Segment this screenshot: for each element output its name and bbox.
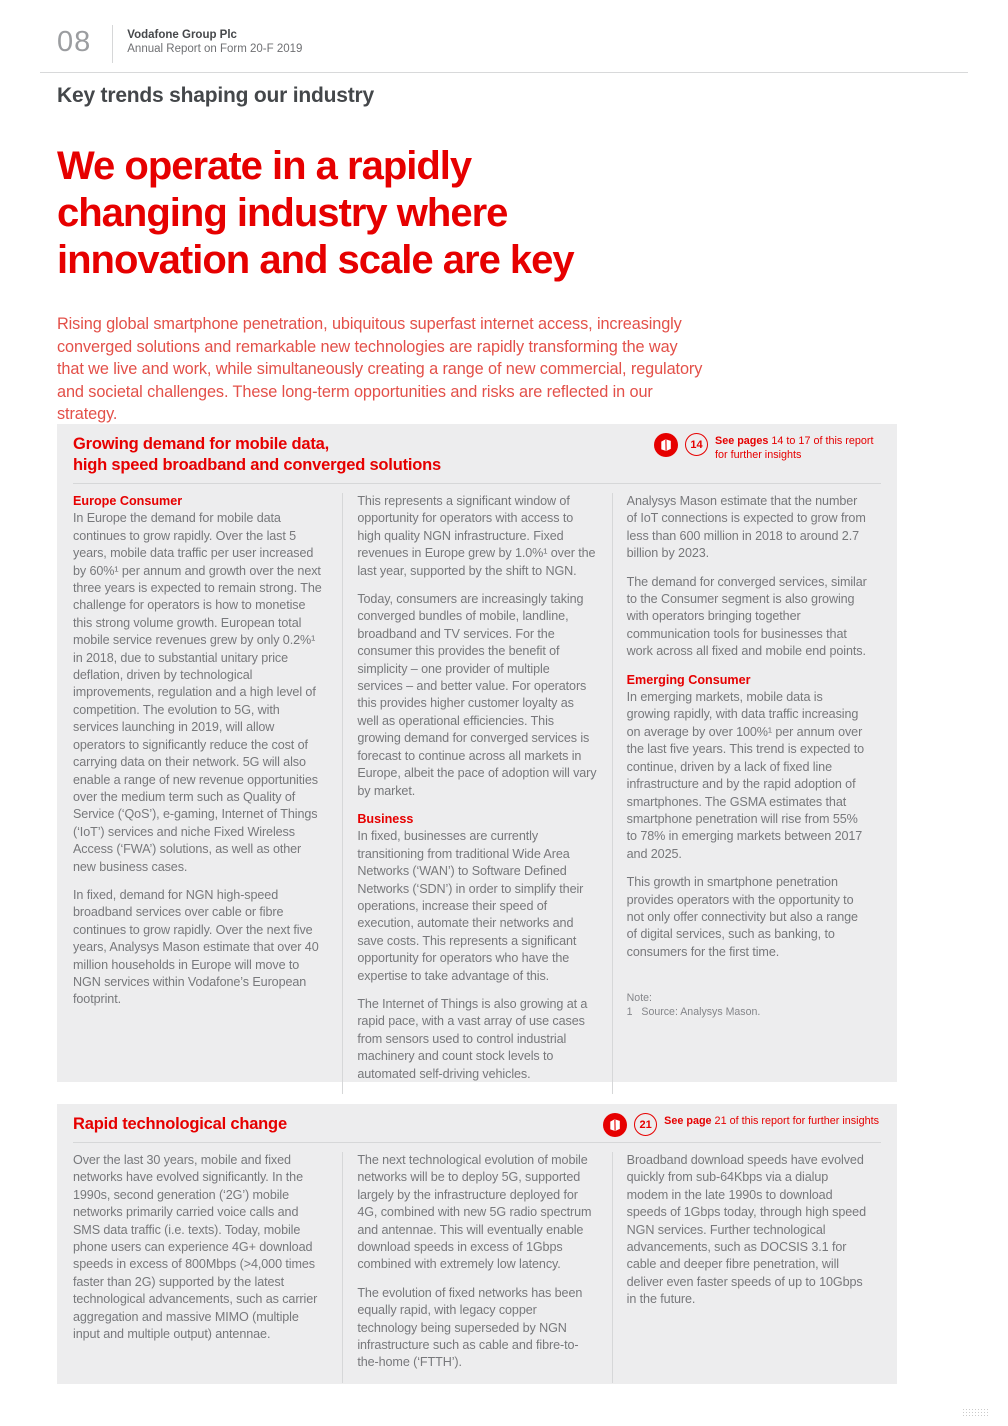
report-title: Annual Report on Form 20-F 2019: [127, 43, 303, 55]
see-reference: [654, 433, 879, 462]
header-divider: [112, 25, 113, 63]
column-3: [612, 1152, 881, 1383]
paragraph: The demand for converged services, similar to the Consumer segment is also growing with operators bringing together communication tools for businesses that work across all fixed and mobile end points.: [626, 574, 867, 659]
page-badge: 21: [634, 1113, 657, 1136]
headline: [57, 143, 574, 284]
paragraph: In fixed, businesses are currently transitioning from traditional Wide Area Networks (‘WAN’) to Software Defined Networks (‘SDN’) in order to simplify their operations, increase their speed of execution, automate their networks and save costs. This represents a significant opportunity for operators who have the expertise to take advantage of this.: [357, 829, 584, 983]
subheading: Emerging Consumer: [626, 672, 751, 687]
paragraph: The next technological evolution of mobile networks will be to deploy 5G, supported largely by the infrastructure deployed for 4G, combined with new 5G radio spectrum and antennae. This will eventually enable download speeds in excess of 1Gbps combined with extremely low latency.: [357, 1153, 592, 1272]
subheading: Europe Consumer: [73, 494, 183, 508]
page-number: 08: [57, 26, 92, 58]
box-columns: [73, 484, 881, 1094]
footnote: Note: 1 Source: Analysys Mason.: [626, 992, 761, 1018]
paragraph: In Europe the demand for mobile data continues to grow rapidly. Over the last 5 years, mobile data traffic per user increased by 60%¹ per annum and growth over the next three years is expected to remain strong. The challenge for operators is how to monetise this strong volume growth. European total mobile service revenues grew by only 0.2%¹ in 2018, due to substantial unitary price deflation, driven by technological improvements, regulation and a high level of competition. The evolution to 5G, with services launching in 2019, will allow operators to significantly reduce the cost of carrying data on their network. 5G will also enable a range of new revenue opportunities over the medium term such as Quality of Service (‘QoS’), e-gaming, Internet of Things (‘IoT’) services and niche Fixed Wireless Access (‘FWA’) solutions, as well as other new business cases.: [73, 511, 322, 874]
column-1: [73, 1152, 342, 1383]
box-header: [73, 1104, 881, 1142]
column-1: [73, 493, 342, 1094]
page-badge: 14: [685, 433, 708, 456]
box-title: Rapid technological change: [73, 1115, 287, 1133]
report-icon: [654, 433, 678, 457]
paragraph: This growth in smartphone penetration provides operators with the opportunity to not only offer connectivity but also a range of digital services, such as banking, to consumers for the first time.: [626, 875, 858, 959]
trend-box-mobile-data: [57, 424, 897, 1082]
page-header: [57, 25, 302, 63]
headline-line: changing industry where: [57, 191, 508, 235]
see-reference-text: See pages 14 to 17 of this report for further insights: [715, 435, 874, 461]
box-title: Growing demand for mobile data, high speed broadband and converged solutions: [73, 435, 441, 474]
column-2: [342, 1152, 611, 1383]
paragraph: Today, consumers are increasingly taking converged bundles of mobile, landline, broadband and TV services. For the consumer this provides the benefit of simplicity – one provider of multiple services – and better value. For operators this provides higher customer loyalty as well as operational efficiencies. This growing demand for converged services is forecast to continue across all markets in Europe, albeit the pace of adoption will vary by market.: [357, 592, 597, 798]
paragraph: In fixed, demand for NGN high-speed broadband services over cable or fibre continues to grow rapidly. Over the next five years, Analysys Mason estimate that over 40 million households in Europe will move to NGN services within Vodafone’s European footprint.: [73, 887, 319, 1007]
intro-paragraph: Rising global smartphone penetration, ubiquitous superfast internet access, increasingly converged solutions and remarkable new technologies are rapidly transforming the way that we live and work, while simultaneously creating a range of new commercial, regulatory and societal challenges. These long-term opportunities and risks are reflected in our strategy.: [57, 315, 703, 423]
column-2: [342, 493, 611, 1094]
box-header: [73, 424, 881, 483]
see-reference: [603, 1113, 879, 1137]
paragraph: In emerging markets, mobile data is growing rapidly, with data traffic increasing on average by over 100%¹ per annum over the last five years. This trend is expected to continue, driven by a lack of fixed line infrastructure and by the rapid adoption of smartphones. The GSMA estimates that smartphone penetration will rise from 55% to 78% in emerging markets between 2017 and 2025.: [626, 690, 865, 861]
header-meta: [127, 25, 302, 56]
column-3: [612, 493, 881, 1094]
company-name: Vodafone Group Plc: [127, 29, 237, 41]
paragraph: The evolution of fixed networks has been equally rapid, with legacy copper technology being superseded by NGN infrastructure such as cable and fibre-to-the-home (‘FTTH’).: [357, 1285, 583, 1370]
paragraph: Broadband download speeds have evolved quickly from sub-64Kbps via a dialup modem in the late 1990s to download speeds of 1Gbps today, through high speed NGN services. Further technological advancements, such as DOCSIS 3.1 for cable and deeper fibre penetration, will deliver even faster speeds of up to 10Gbps in the future.: [626, 1153, 866, 1307]
paragraph: The Internet of Things is also growing at a rapid pace, with a vast array of use cases from sensors used to control industrial machinery and count stock levels to automated self-driving vehicles.: [357, 996, 588, 1081]
subheading: Business: [357, 811, 414, 826]
paragraph: Analysys Mason estimate that the number of IoT connections is expected to grow from less than 600 million in 2018 to around 2.7 billion by 2023.: [626, 494, 866, 561]
box-columns: [73, 1143, 881, 1383]
paragraph: Over the last 30 years, mobile and fixed networks have evolved significantly. In the 1990s, second generation (‘2G’) mobile networks primarily carried voice calls and SMS data traffic (i.e. texts). Today, mobile phone users can experience 4G+ download speeds in excess of 800Mbps (>4,000 times faster than 2G) supported by the latest technological advancements, such as carrier aggregation and massive MIMO (multiple input and multiple output) antennae.: [73, 1153, 318, 1342]
paragraph: This represents a significant window of opportunity for operators with access to high quality NGN infrastructure. Fixed revenues in Europe grew by 1.0%¹ over the last year, supported by the shift to NGN.: [357, 494, 596, 578]
trend-box-technological-change: [57, 1104, 897, 1384]
header-rule: [40, 72, 968, 73]
report-icon: [603, 1113, 627, 1137]
print-artifact: [962, 1408, 990, 1417]
headline-line: innovation and scale are key: [57, 238, 574, 282]
see-reference-text: See page 21 of this report for further insights: [664, 1115, 879, 1127]
headline-line: We operate in a rapidly: [57, 144, 472, 188]
section-title: Key trends shaping our industry: [57, 84, 375, 107]
